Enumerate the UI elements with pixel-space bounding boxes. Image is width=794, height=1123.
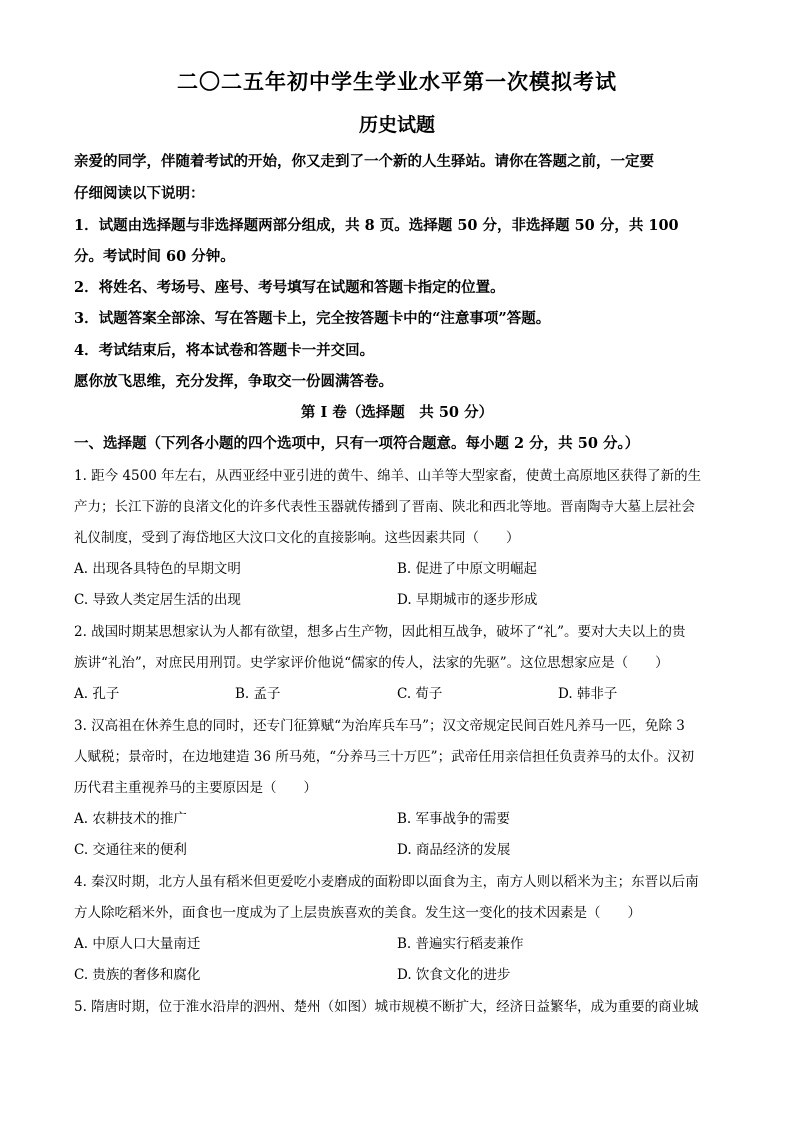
- question-2-line-2: 族讲“礼治”，对庶民用刑罚。史学家评价他说“儒家的传人，法家的先驱”。这位思想家应是（ ）: [74, 655, 669, 671]
- question-2-option-d: D. 韩非子: [558, 686, 618, 702]
- question-3-option-b: B. 军事战争的需要: [397, 811, 511, 827]
- question-2-option-c: C. 荀子: [397, 686, 443, 702]
- intro-line-1: 亲爱的同学，伴随着考试的开始，你又走到了一个新的人生驿站。请你在答题之前，一定要: [74, 153, 654, 170]
- question-4-option-a: A. 中原人口大量南迁: [74, 936, 201, 952]
- exam-subtitle: 历史试题: [358, 114, 435, 136]
- instruction-2: 2．将姓名、考场号、座号、考号填写在试题和答题卡指定的位置。: [74, 279, 505, 296]
- question-4-option-d: D. 饮食文化的进步: [397, 967, 511, 983]
- question-3-line-1: 3. 汉高祖在休养生息的同时，还专门征算赋“为治库兵车马”；汉文帝规定民间百姓凡养马一匹，免除 3: [74, 718, 685, 734]
- instruction-3: 3．试题答案全部涂、写在答题卡上，完全按答题卡中的“注意事项”答题。: [74, 310, 551, 327]
- question-4-option-b: B. 普遍实行稻麦兼作: [397, 936, 524, 952]
- question-1-line-1: 1. 距今 4500 年左右，从西亚经中亚引进的黄牛、绵羊、山羊等大型家畜，使黄土高原地区获得了新的生: [74, 468, 702, 484]
- question-1-line-2: 产力；长江下游的良渚文化的许多代表性玉器就传播到了晋南、陕北和西北等地。晋南陶寺大墓上层社会: [74, 499, 695, 515]
- section-heading: 一、选择题（下列各小题的四个选项中，只有一项符合题意。每小题 2 分，共 50 分。）: [74, 435, 640, 452]
- exam-title: 二〇二五年初中学生学业水平第一次模拟考试: [177, 69, 617, 94]
- question-3-line-3: 历代君主重视养马的主要原因是（ ）: [74, 780, 317, 796]
- question-1-option-c: C. 导致人类定居生活的出现: [74, 592, 241, 608]
- question-4-option-c: C. 贵族的奢侈和腐化: [74, 967, 201, 983]
- instruction-4: 4．考试结束后，将本试卷和答题卡一并交回。: [74, 342, 375, 359]
- question-4-line-1: 4. 秦汉时期，北方人虽有稻米但更爱吃小麦磨成的面粉即以面食为主，南方人则以稻米为主；东晋以后南: [74, 874, 699, 890]
- question-2-option-b: B. 孟子: [235, 686, 281, 702]
- question-1-line-3: 礼仪制度，受到了海岱地区大汶口文化的直接影响。这些因素共同（ ）: [74, 530, 520, 546]
- question-2-line-1: 2. 战国时期某思想家认为人都有欲望，想多占生产物，因此相互战争，破坏了“礼”。要对大夫以上的贵: [74, 624, 686, 640]
- question-3-option-c: C. 交通往来的便利: [74, 842, 187, 858]
- question-1-option-d: D. 早期城市的逐步形成: [397, 592, 538, 608]
- question-2-option-a: A. 孔子: [74, 686, 120, 702]
- question-1-option-b: B. 促进了中原文明崛起: [397, 561, 538, 577]
- section-title: 第 I 卷（选择题 共 50 分）: [300, 404, 494, 421]
- intro-wish: 愿你放飞思维，充分发挥，争取交一份圆满答卷。: [74, 373, 393, 390]
- instruction-1b: 分。考试时间 60 分钟。: [74, 248, 235, 265]
- question-1-option-a: A. 出现各具特色的早期文明: [74, 561, 241, 577]
- question-3-option-a: A. 农耕技术的推广: [74, 811, 187, 827]
- instruction-1a: 1．试题由选择题与非选择题两部分组成，共 8 页。选择题 50 分，非选择题 50 分，共 100: [74, 217, 679, 234]
- question-4-line-2: 方人除吃稻米外，面食也一度成为了上层贵族喜欢的美食。发生这一变化的技术因素是（ ）: [74, 905, 641, 921]
- intro-line-2: 仔细阅读以下说明：: [74, 185, 205, 202]
- question-3-line-2: 人赋税；景帝时，在边地建造 36 所马苑，“分养马三十万匹”；武帝任用亲信担任负责养马的太仆。汉初: [74, 749, 695, 765]
- question-5-line-1: 5. 隋唐时期，位于淮水沿岸的泗州、楚州（如图）城市规模不断扩大，经济日益繁华，成为重要的商业城: [74, 999, 699, 1015]
- question-3-option-d: D. 商品经济的发展: [397, 842, 511, 858]
